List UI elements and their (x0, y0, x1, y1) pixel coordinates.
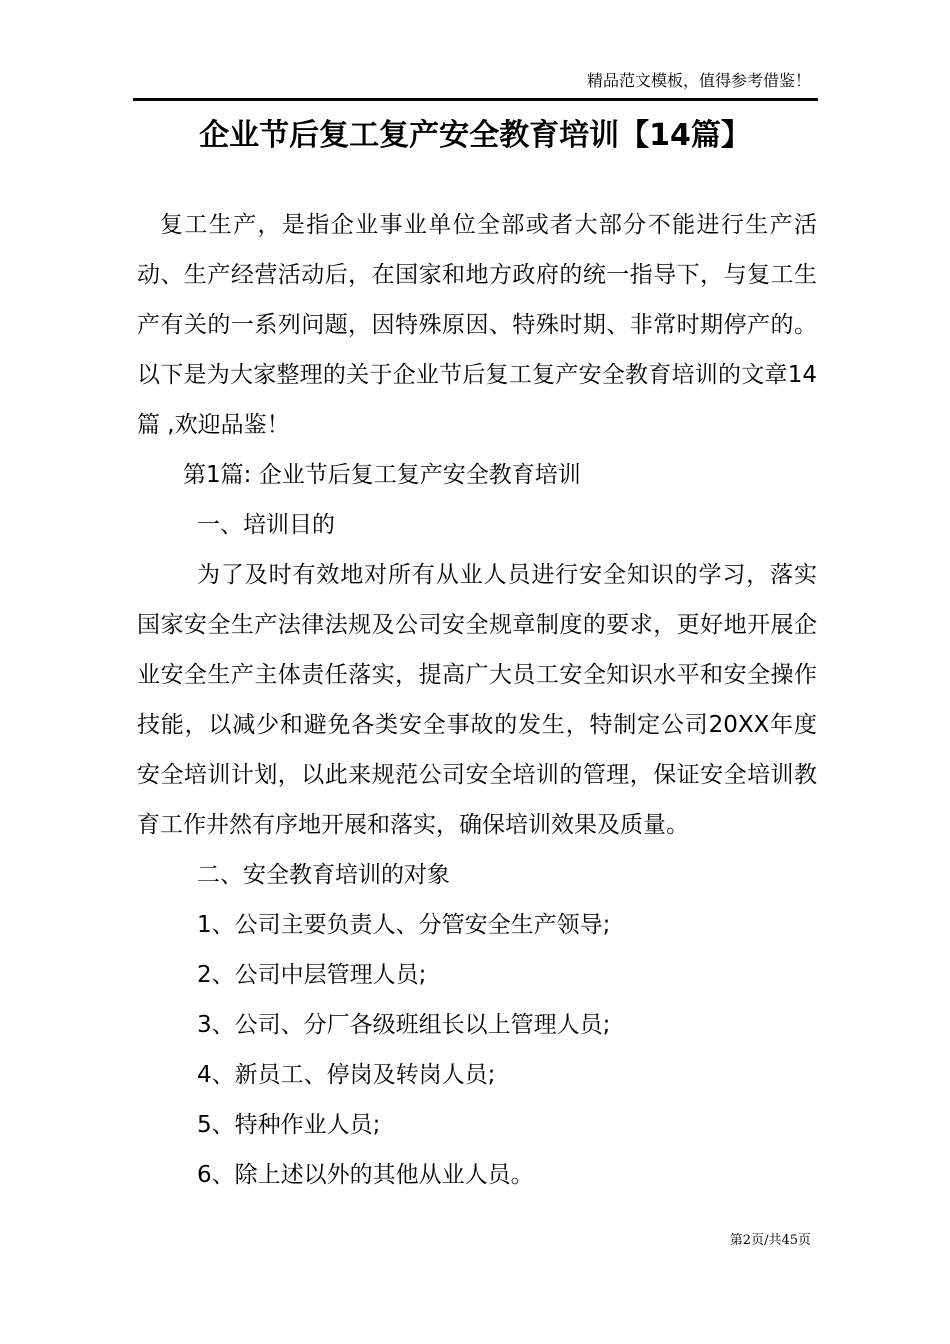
header-divider (133, 98, 818, 101)
list-item: 6、除上述以外的其他从业人员。 (197, 1162, 534, 1188)
purpose-paragraph: 为了及时有效地对所有从业人员进行安全知识的学习，落实国家安全生产法律法规及公司安全规章制度的要求，更好地开展企业安全生产主体责任落实，提高广大员工安全知识水平和安全操作技能，以减少和避免各类安全事故的发生，特制定公司20XX年度安全培训计划，以此来规范公司安全培训的管理，保证安全培训教育工作井然有序地开展和落实，确保培训效果及质量。 (137, 562, 817, 838)
list-item: 2、公司中层管理人员; (197, 962, 427, 988)
section-heading-purpose: 一、培训目的 (197, 512, 335, 538)
intro-paragraph: 复工生产，是指企业事业单位全部或者大部分不能进行生产活动、生产经营活动后，在国家和地方政府的统一指导下，与复工生产有关的一系列问题，因特殊原因、特殊时期、非常时期停产的。 以下是为大家整理的关于企业节后复工复产安全教育培训的文章14篇 ,欢迎品鉴！ (137, 212, 817, 438)
list-item: 5、特种作业人员; (197, 1112, 381, 1138)
header-note: 精品范文模板，值得参考借鉴！ (586, 71, 811, 90)
section-heading-audience: 二、安全教育培训的对象 (197, 862, 450, 888)
list-item: 4、新员工、停岗及转岗人员; (197, 1062, 496, 1088)
chapter-heading: 第1篇: 企业节后复工复产安全教育培训 (183, 462, 581, 488)
list-item: 1、公司主要负责人、分管安全生产领导; (197, 912, 611, 938)
document-body (137, 200, 817, 1200)
document-title: 企业节后复工复产安全教育培训【14篇】 (199, 118, 751, 153)
page-number: 第2页/共45页 (729, 1233, 811, 1248)
list-item: 3、公司、分厂各级班组长以上管理人员; (197, 1012, 611, 1038)
